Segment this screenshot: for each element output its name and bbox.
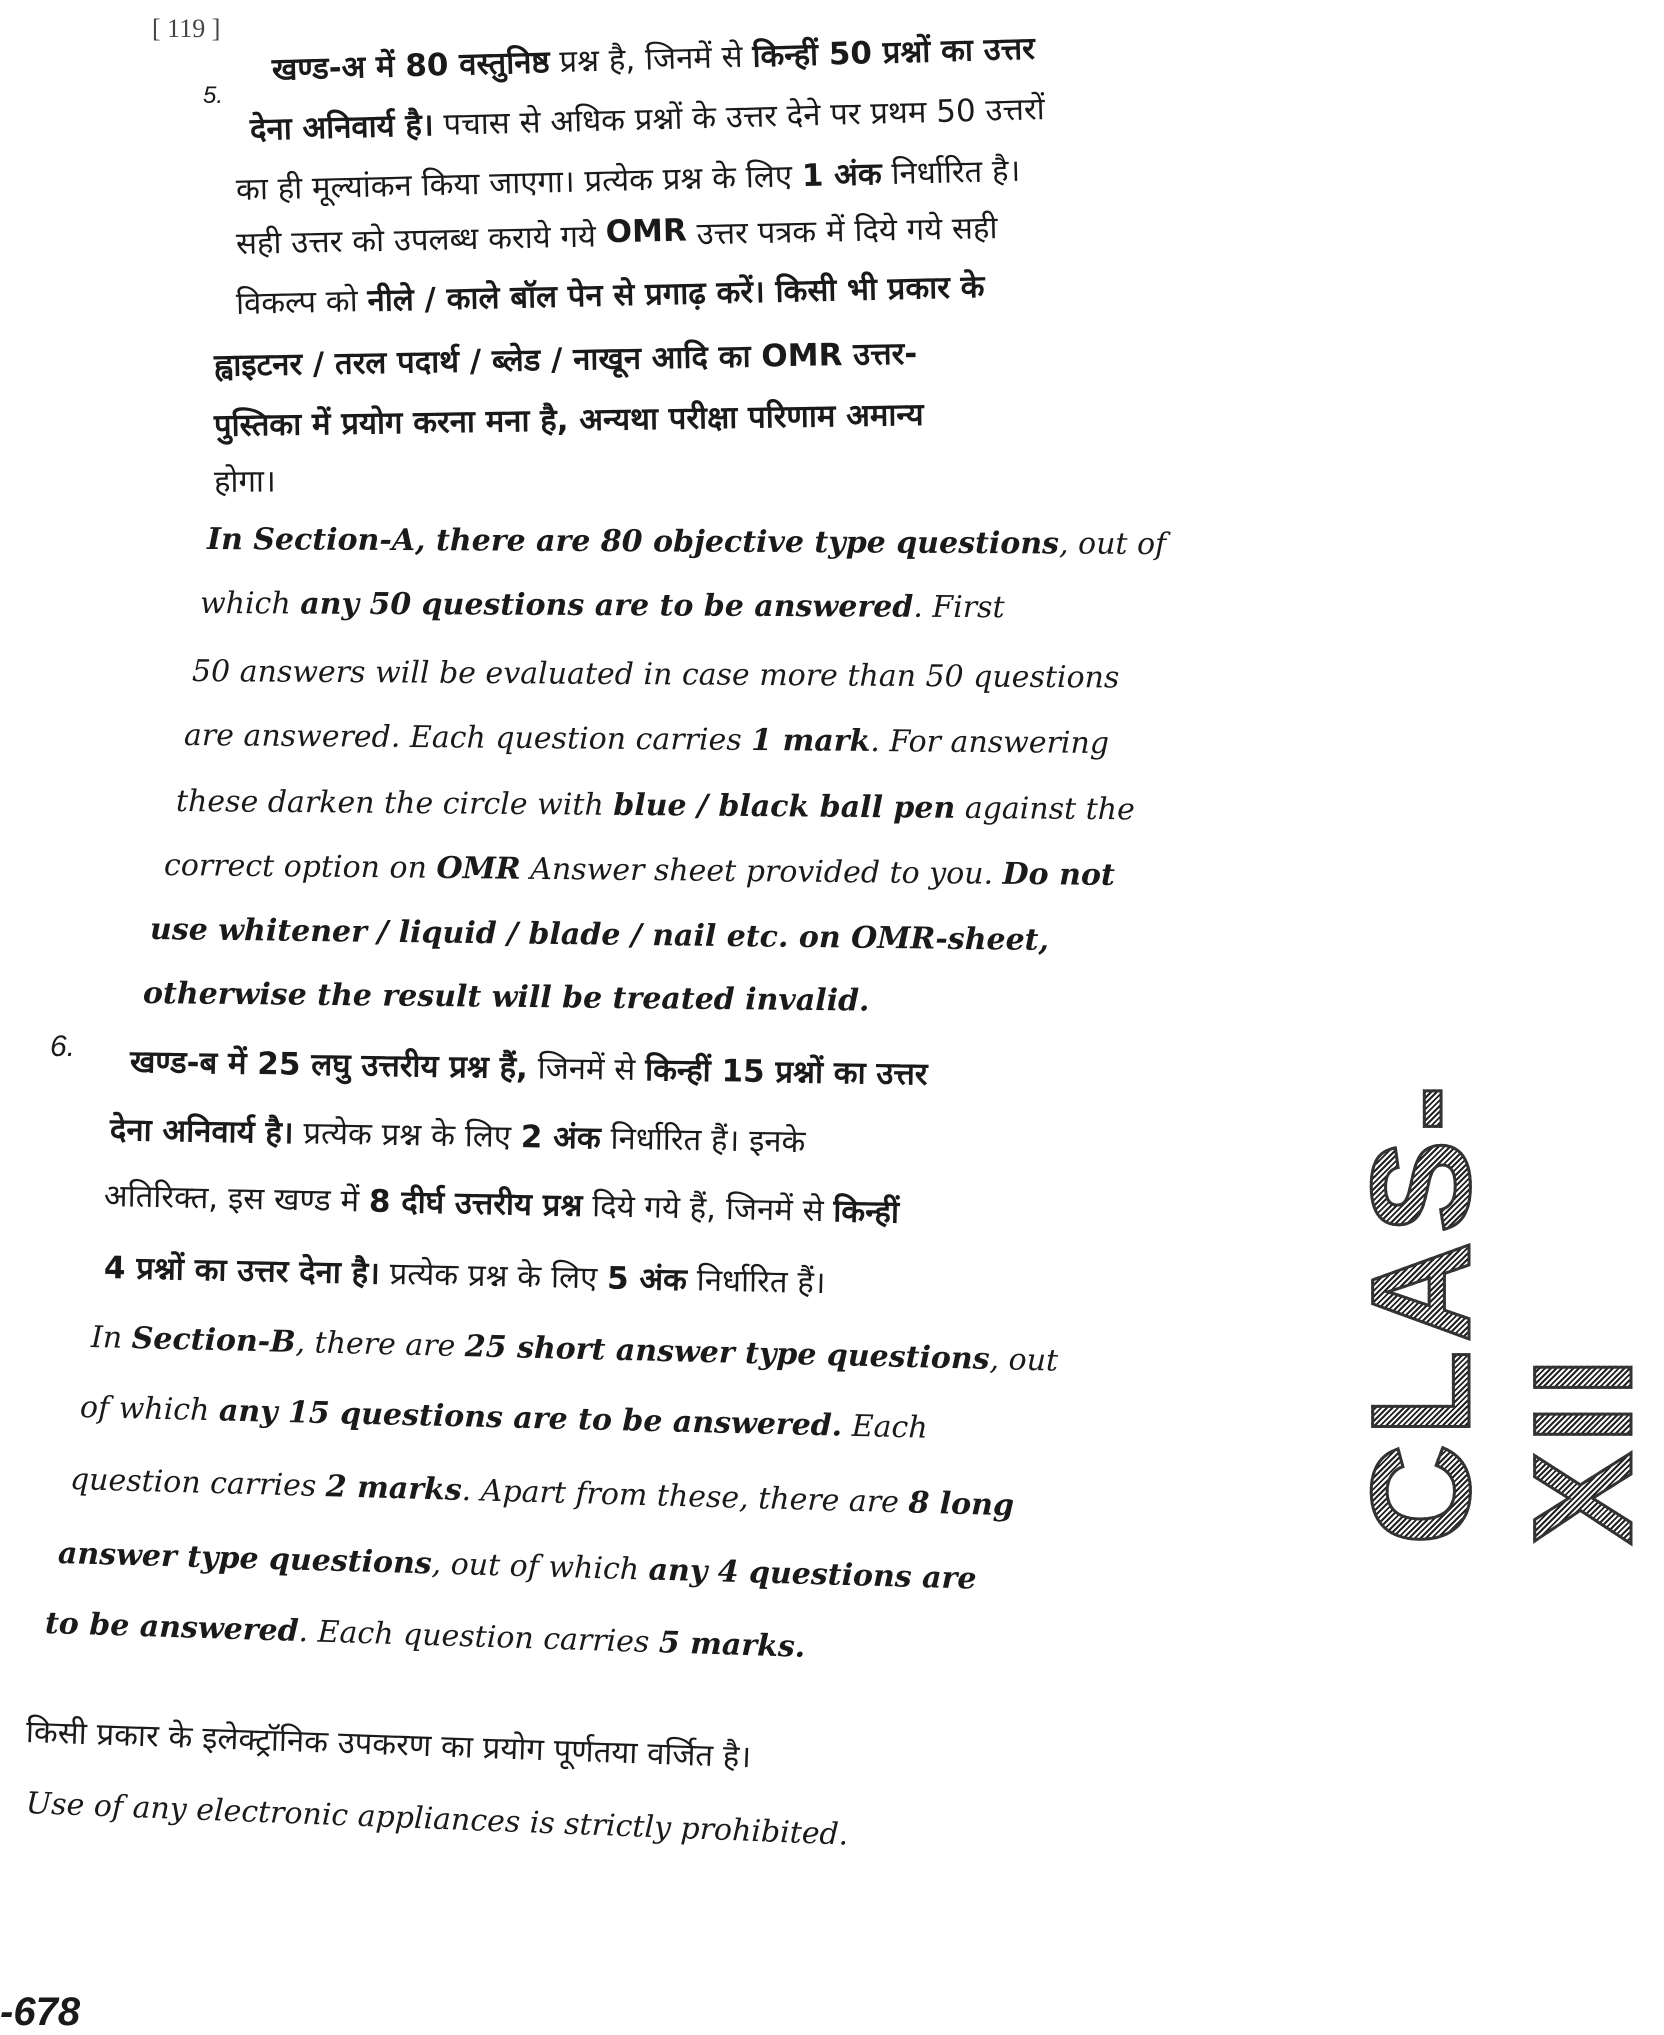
text-segment: of which [79,1390,220,1429]
text-segment: blue / black ball pen [613,787,956,826]
text-segment: प्रत्येक प्रश्न के लिए [293,1115,522,1156]
text-line [104,1246,826,1303]
text-segment: खण्ड-ब में 25 लघु उत्तरीय प्रश्न हैं, [129,1044,529,1087]
text-segment: का ही मूल्यांकन किया जाएगा। प्रत्येक प्रश्न के लिए [235,158,803,208]
text-line [207,522,1226,562]
text-segment: , out [989,1341,1059,1379]
text-segment: , out of [1058,526,1167,563]
text-segment: 5 marks. [658,1625,806,1665]
side-label-class: CLAS-XII [1340,1077,1664,1545]
text-line [25,1710,752,1777]
text-segment: निर्धारित है। [881,152,1021,193]
text-line [44,1606,805,1665]
text-segment: 8 long [907,1485,1015,1524]
text-line [235,144,1222,210]
text-segment: देना अनिवार्य है। [109,1112,294,1152]
text-line [70,1462,1235,1529]
text-segment: any 4 questions are [648,1552,977,1597]
text-line [236,201,1223,264]
text-line [25,1786,849,1853]
text-line [130,1040,1229,1099]
page-footer-code: -678 [0,1990,81,2034]
text-segment: 5 अंक [606,1260,688,1299]
text-segment: . First [913,589,1005,626]
text-line [184,718,1226,762]
text-segment: which [199,586,301,622]
text-segment: 25 short answer type questions [464,1329,990,1377]
text-segment: any 50 questions are to be answered [300,586,914,625]
text-segment: Do not [1002,856,1115,893]
text-segment: . Each question carries [298,1613,660,1661]
text-segment: these darken the circle with [175,784,614,823]
text-segment: खण्ड-अ में 80 वस्तुनिष्ठ [271,44,551,88]
text-line [150,912,1228,960]
text-segment: पचास से अधिक प्रश्नों के उत्तर देने पर प्रथम 50 उत्तरों [433,91,1046,144]
text-segment: अतिरिक्त, इस खण्ड में [103,1178,370,1220]
text-segment: to be answered [44,1606,300,1649]
text-segment: any 15 questions are to be answered. [218,1393,843,1444]
text-line [214,388,1223,446]
text-segment: प्रत्येक प्रश्न के लिए [379,1255,608,1297]
text-line [192,654,1226,696]
text-segment: ह्वाइटनर / तरल पदार्थ / ब्लेड / नाखून आदि का OMR उत्तर- [213,335,918,384]
text-segment: are answered. Each question carries [183,718,752,758]
text-segment: otherwise the result will be treated invalid. [142,976,870,1019]
text-line [271,21,1222,90]
text-segment: 2 अंक [520,1119,601,1157]
text-segment: 1 अंक [801,156,883,195]
text-segment: किन्हीं 50 प्रश्नों का उत्तर [751,30,1036,75]
text-segment: In [90,1320,133,1356]
text-line [104,1174,1229,1240]
text-line [58,1536,1237,1604]
text-segment: जिनमें से [527,1050,646,1089]
text-segment: Each [841,1408,929,1446]
item-number-6: 6. [50,1030,76,1063]
text-segment: विकल्प को [235,283,368,322]
item-number-5: 5. [203,82,224,109]
text-segment: किन्हीं 15 प्रश्नों का उत्तर [644,1052,928,1093]
text-segment: Section-B [131,1321,296,1360]
text-segment: नीले / काले बॉल पेन से प्रगाढ़ करें। किसी भी प्रकार के [367,269,985,320]
text-segment: . Apart from these, there are [461,1472,909,1521]
text-segment: प्रश्न है, जिनमें से [549,38,753,81]
text-segment: सही उत्तर को उपलब्ध कराये गये [235,218,607,262]
text-segment: question carries [69,1462,327,1505]
text-segment: देना अनिवार्य है। [249,107,435,148]
text-line [249,83,1222,150]
text-segment: In Section-A, there are 80 objective type questions [206,522,1060,562]
text-segment: 8 दीर्घ उत्तरीय प्रश्न [368,1183,583,1225]
text-segment: पुस्तिका में प्रयोग करना मना है, अन्यथा परीक्षा परिणाम अमान्य [213,396,924,444]
text-segment: 2 marks [325,1469,463,1508]
text-line [91,1320,1233,1383]
text-segment: 50 answers will be evaluated in case more than 50 questions [191,654,1120,696]
text-line [143,976,870,1019]
text-segment: OMR [605,212,688,251]
text-line [200,586,1226,626]
text-line [214,459,276,502]
text-line [176,784,1226,828]
text-segment: उत्तर पत्रक में दिये गये सही [686,210,998,253]
text-line [214,326,1223,386]
text-segment: किसी प्रकार के इलेक्ट्रॉनिक उपकरण का प्रयोग पूर्णतया वर्जित है। [25,1714,752,1776]
text-segment: निर्धारित हैं। इनके [600,1120,806,1161]
text-segment: निर्धारित हैं। [686,1262,826,1302]
text-line [236,260,1223,324]
text-line [80,1390,1233,1453]
text-segment: OMR [436,850,521,887]
text-segment: 4 प्रश्नों का उत्तर देना है। [103,1250,381,1292]
text-segment: correct option on [163,848,437,886]
text-segment: दिये गये हैं, जिनमें से [581,1188,834,1230]
text-segment: होगा। [213,463,276,500]
text-segment: Answer sheet provided to you. [520,851,1003,892]
text-line [110,1108,1229,1170]
text-segment: . For answering [870,723,1110,762]
text-segment: use whitener / liquid / blade / nail etc. on OMR-sheet, [149,912,1050,958]
text-segment: किन्हीं [832,1193,900,1231]
text-segment: answer type questions [57,1536,433,1582]
text-segment: 1 mark [751,722,871,759]
text-line [164,848,1228,894]
text-segment: , out of which [431,1546,650,1588]
page-number: [ 119 ] [152,14,221,43]
text-segment: Use of any electronic appliances is strictly prohibited. [25,1786,849,1853]
text-segment: against the [955,790,1135,828]
text-segment: , there are [295,1325,466,1365]
